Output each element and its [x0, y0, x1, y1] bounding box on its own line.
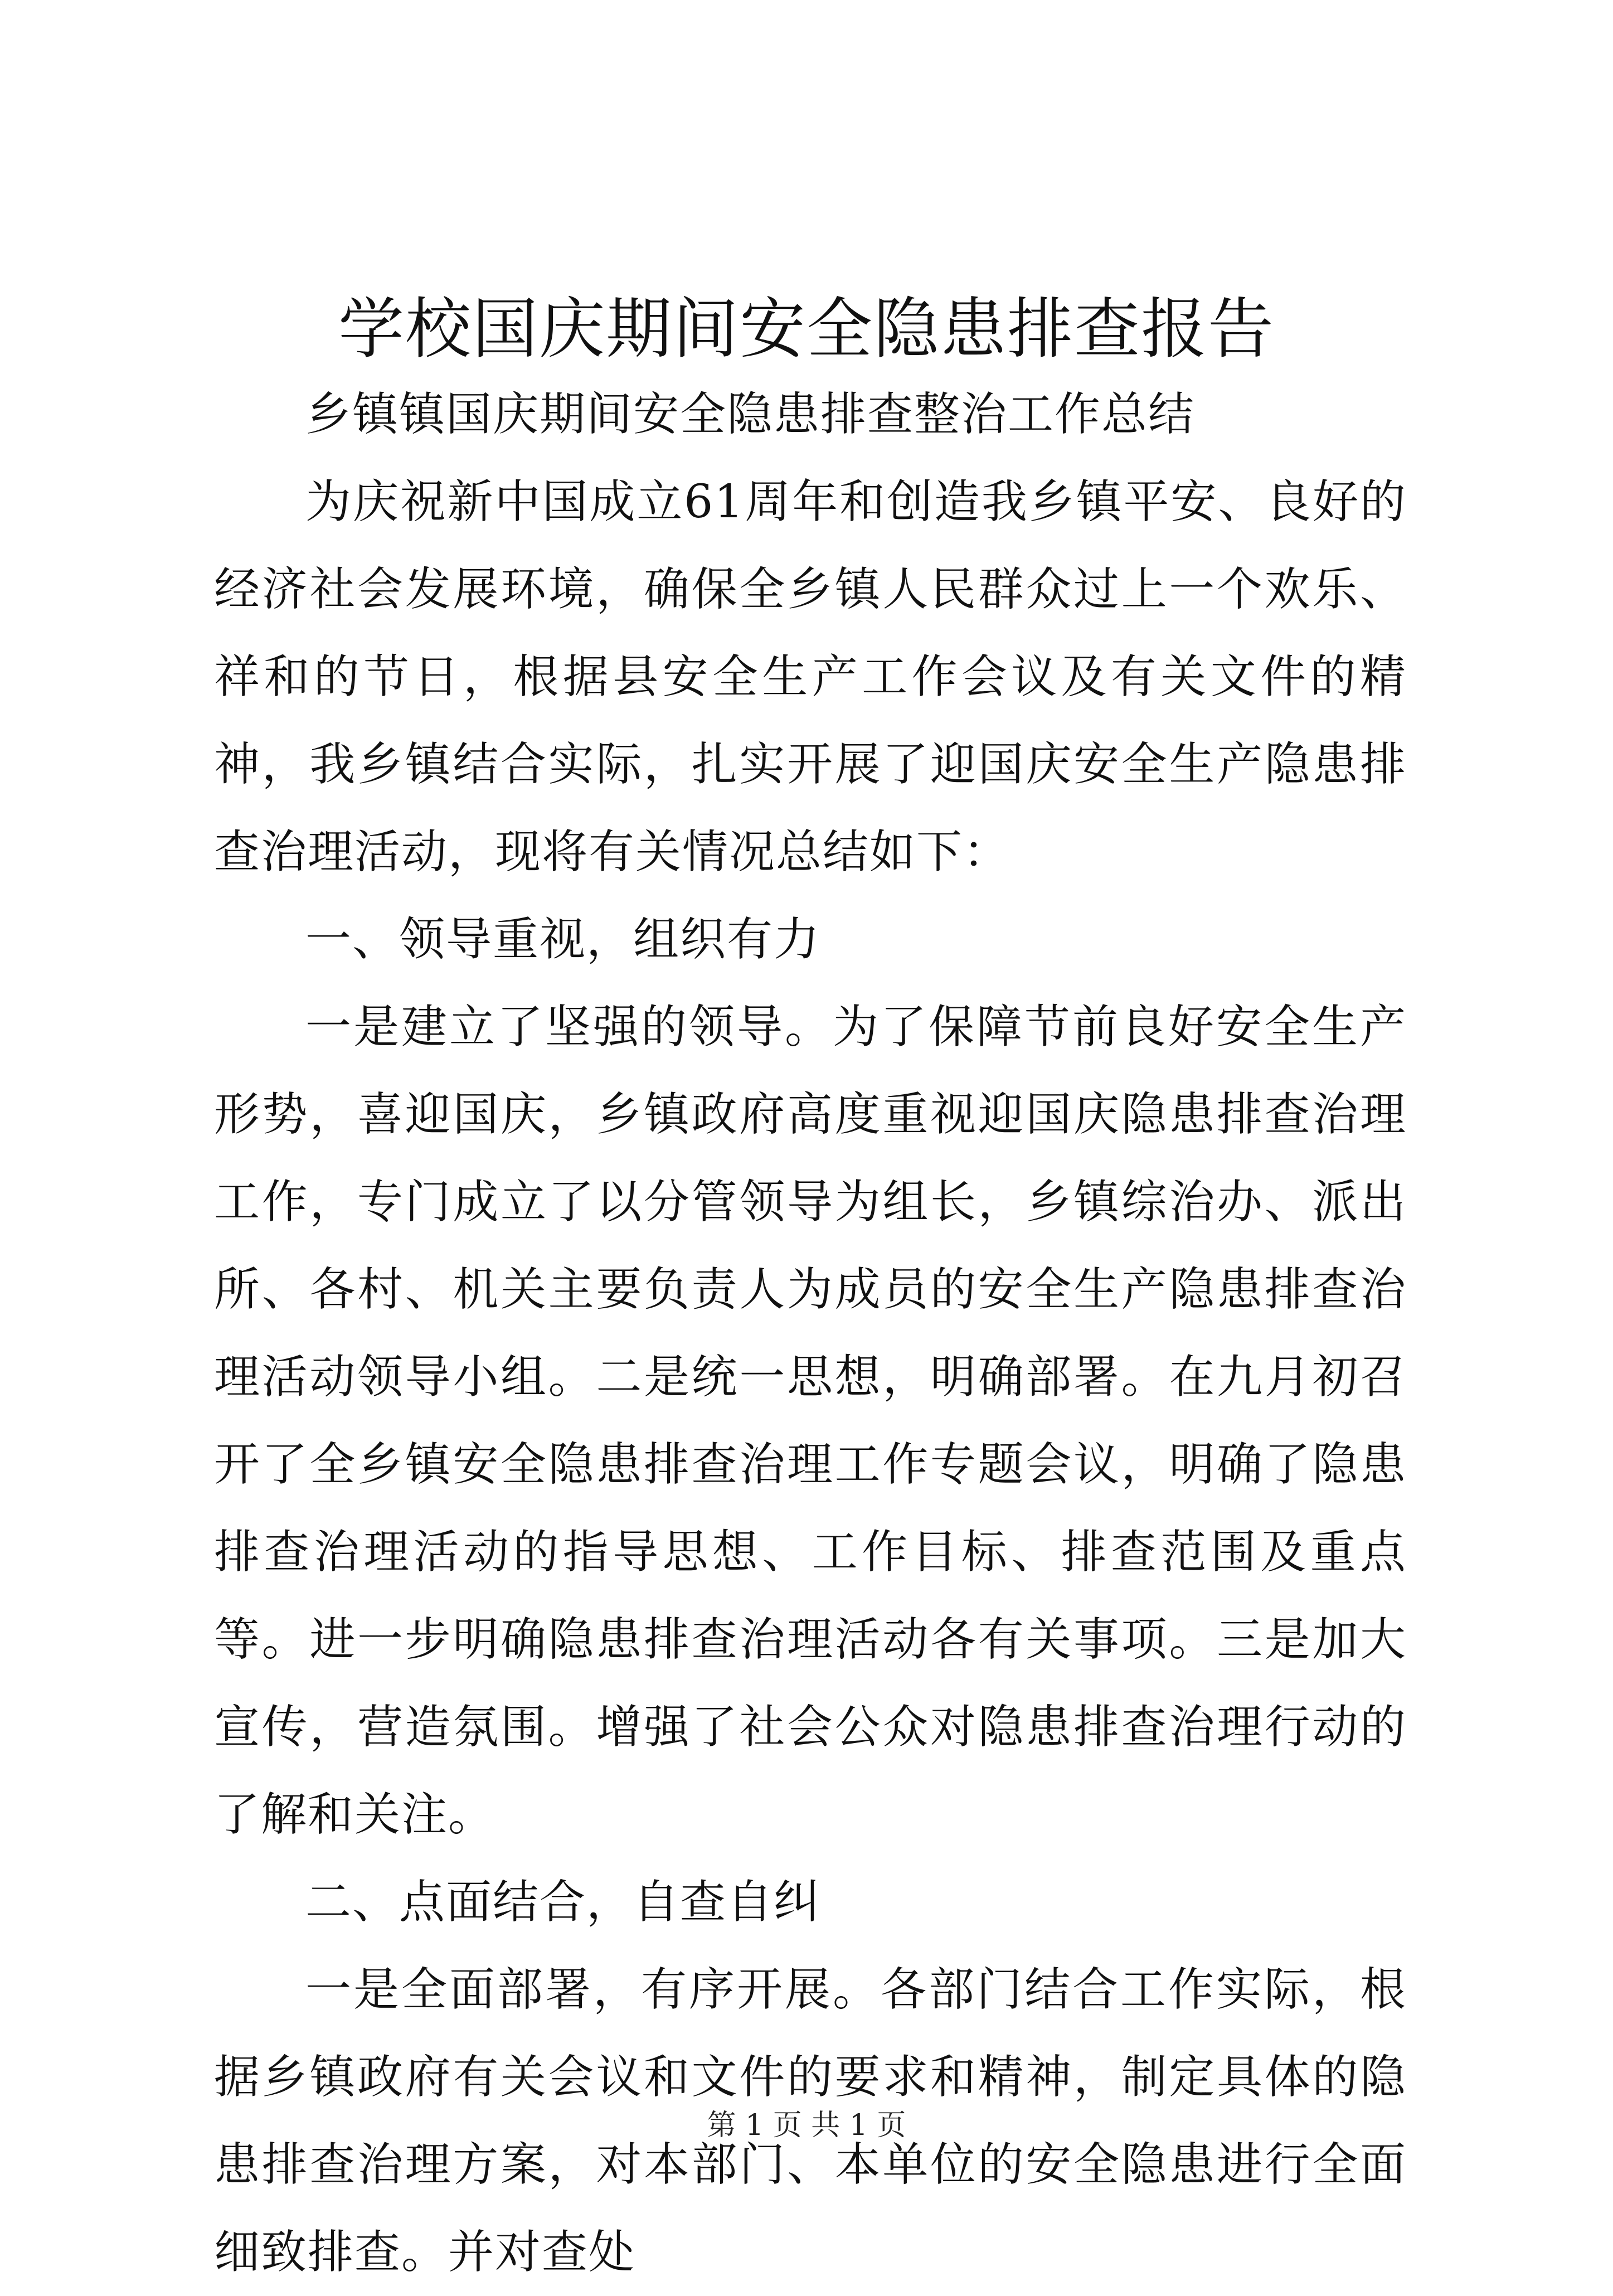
section-heading-1: 一、领导重视，组织有力	[305, 913, 821, 966]
section-heading-2: 二、点面结合，自查自纠	[305, 1876, 821, 1929]
paragraph-section-2: 一是全面部署，有序开展。各部门结合工作实际，根据乡镇政府有关会议和文件的要求和精神，制定具体的隐患排查治理方案，对本部门、本单位的安全隐患进行全面细致排查。并对查处	[214, 1963, 1407, 2279]
document-title: 学校国庆期间安全隐患排查报告	[338, 290, 1275, 367]
paragraph-section-1: 一是建立了坚强的领导。为了保障节前良好安全生产形势，喜迎国庆，乡镇政府高度重视迎国庆隐患排查治理工作，专门成立了以分管领导为组长，乡镇综治办、派出所、各村、机关主要负责人为成员的安全生产隐患排查治理活动领导小组。二是统一思想，明确部署。在九月初召开了全乡镇安全隐患排查治理工作专题会议，明确了隐患排查治理活动的指导思想、工作目标、排查范围及重点等。进一步明确隐患排查治理活动各有关事项。三是加大宣传，营造氛围。增强了社会公众对隐患排查治理行动的了解和关注。	[214, 1001, 1407, 1841]
paragraph-intro: 为庆祝新中国成立61周年和创造我乡镇平安、良好的经济社会发展环境，确保全乡镇人民群众过上一个欢乐、祥和的节日，根据县安全生产工作会议及有关文件的精神，我乡镇结合实际，扎实开展了迎国庆安全生产隐患排查治理活动，现将有关情况总结如下：	[214, 475, 1407, 878]
document-body	[214, 371, 1407, 2296]
paragraph-subtitle: 乡镇镇国庆期间安全隐患排查整治工作总结	[305, 388, 1196, 441]
page-footer: 第 1 页 共 1 页	[707, 2109, 906, 2142]
